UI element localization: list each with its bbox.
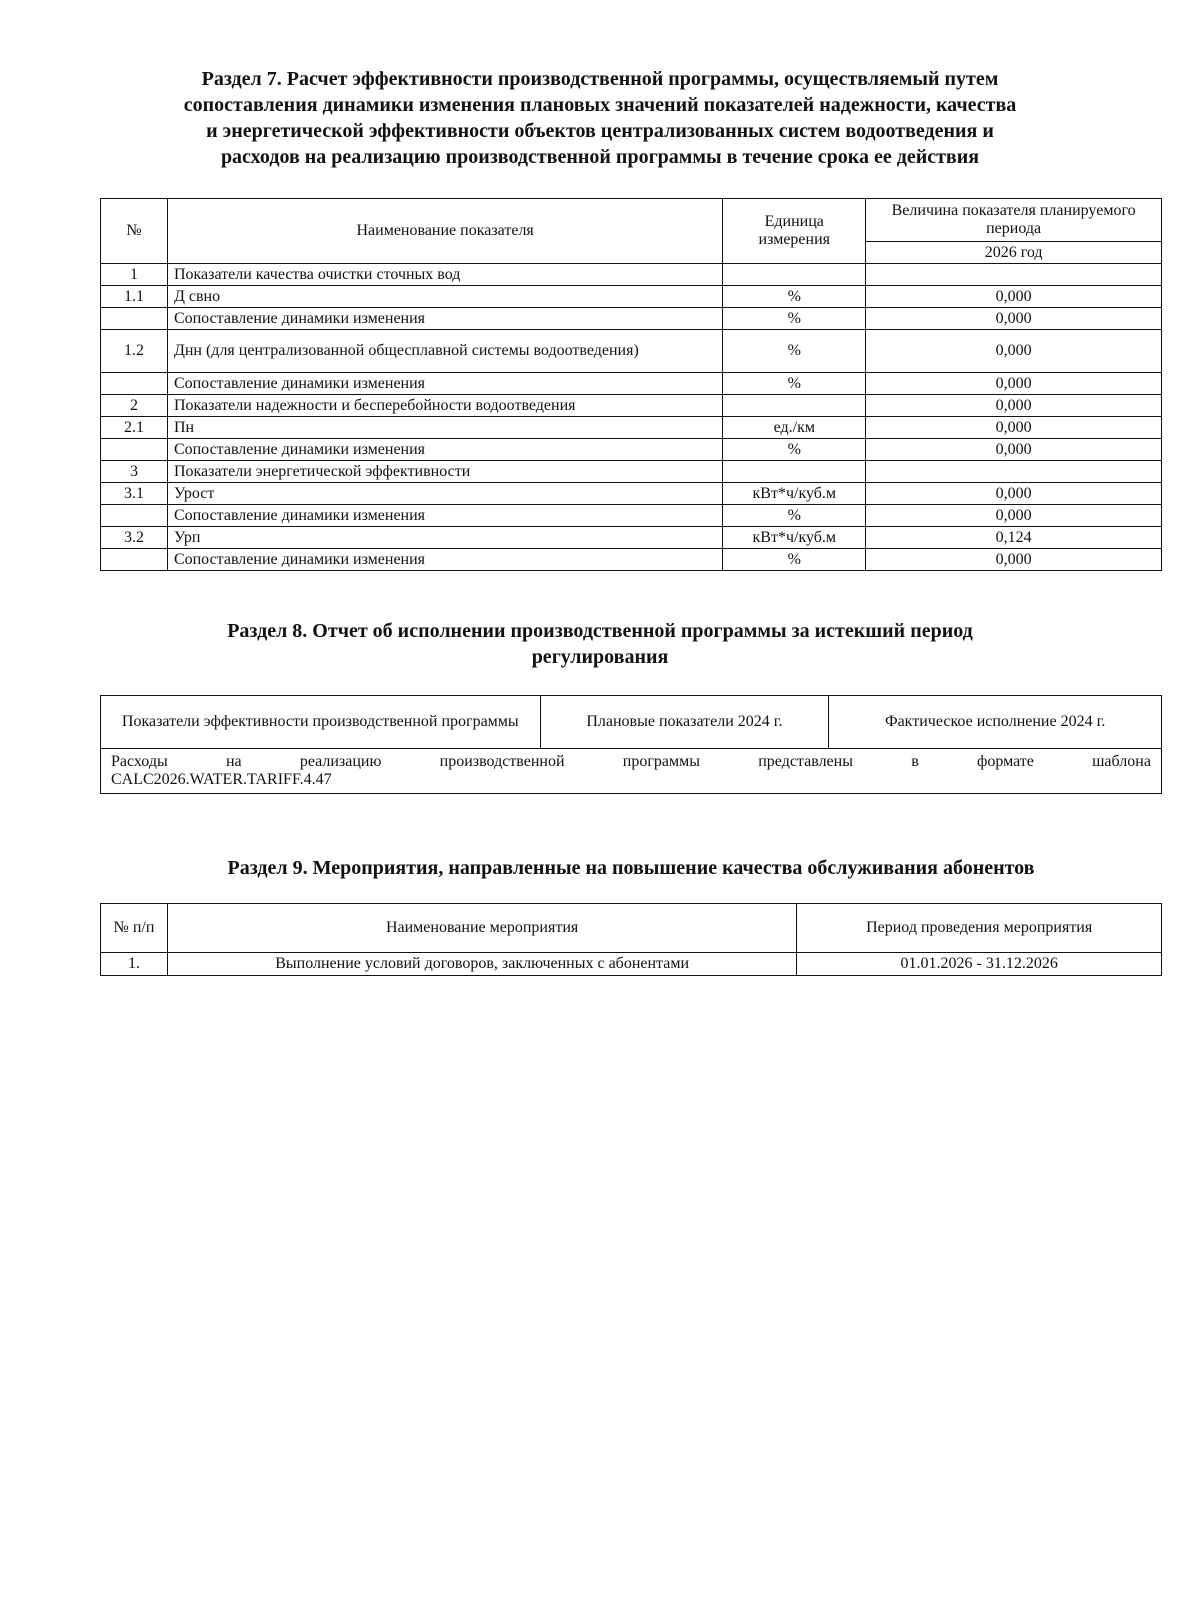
header-actual: Фактическое исполнение 2024 г. [829, 696, 1162, 749]
row-value: 0,000 [866, 549, 1162, 571]
row-num: 3.2 [101, 527, 168, 549]
row-unit: % [723, 439, 866, 461]
header-planned: Плановые показатели 2024 г. [540, 696, 829, 749]
row-name: Сопоставление динамики изменения [167, 505, 722, 527]
row-unit: % [723, 505, 866, 527]
table-row [101, 549, 1162, 571]
section8-title-line: Раздел 8. Отчет об исполнении производственной программы за истекший период [227, 620, 973, 642]
row-num: 2 [101, 395, 168, 417]
section7-title-line: сопоставления динамики изменения плановых значений показателей надежности, качества [183, 94, 1017, 116]
row-num [101, 373, 168, 395]
header-value-group: Величина показателя планируемого периода [866, 199, 1162, 242]
section8-title-line: регулирования [531, 646, 669, 668]
table-row [101, 505, 1162, 527]
row-unit: % [723, 308, 866, 330]
row-period: 01.01.2026 - 31.12.2026 [797, 953, 1162, 976]
template-code: CALC2026.WATER.TARIFF.4.47 [111, 771, 332, 788]
table-row [101, 439, 1162, 461]
note-word: программы [622, 753, 701, 770]
table-row [101, 953, 1162, 976]
note-word: представлены [758, 753, 853, 770]
efficiency-table [100, 198, 1162, 571]
row-value: 0,124 [866, 527, 1162, 549]
note-word: на [225, 753, 242, 770]
row-unit: % [723, 549, 866, 571]
section7-title-line: расходов на реализацию производственной программы в течение срока ее действия [220, 146, 980, 168]
row-num: 3.1 [101, 483, 168, 505]
row-num [101, 505, 168, 527]
table-row [101, 527, 1162, 549]
row-value: 0,000 [866, 308, 1162, 330]
measures-table [100, 903, 1162, 976]
row-unit: % [723, 373, 866, 395]
row-num: 2.1 [101, 417, 168, 439]
row-unit: кВт*ч/куб.м [723, 483, 866, 505]
row-name: Показатели надежности и бесперебойности водоотведения [167, 395, 722, 417]
table-row [101, 308, 1162, 330]
row-num: 1 [101, 264, 168, 286]
row-num [101, 439, 168, 461]
row-value: 0,000 [866, 286, 1162, 308]
row-value: 0,000 [866, 439, 1162, 461]
row-unit: % [723, 330, 866, 373]
row-value: 0,000 [866, 373, 1162, 395]
header-measure-name: Наименование мероприятия [167, 904, 796, 953]
row-name: Показатели качества очистки сточных вод [167, 264, 722, 286]
note-word: формате [976, 753, 1034, 770]
row-name: Показатели энергетической эффективности [167, 461, 722, 483]
header-period: Период проведения мероприятия [797, 904, 1162, 953]
table-row [101, 286, 1162, 308]
row-name: Пн [167, 417, 722, 439]
row-name: Сопоставление динамики изменения [167, 439, 722, 461]
row-name: Д свно [167, 286, 722, 308]
table-row [101, 461, 1162, 483]
report-table [100, 695, 1162, 794]
table-row [101, 373, 1162, 395]
row-value: 0,000 [866, 395, 1162, 417]
section9-title [100, 855, 1162, 881]
header-num: № [101, 199, 168, 264]
row-measure-name: Выполнение условий договоров, заключенных с абонентами [167, 953, 796, 976]
row-unit: % [723, 286, 866, 308]
row-unit [723, 461, 866, 483]
row-value [866, 461, 1162, 483]
table-row [101, 483, 1162, 505]
row-value: 0,000 [866, 417, 1162, 439]
row-unit: ед./км [723, 417, 866, 439]
table-row [101, 330, 1162, 373]
section7-title [100, 66, 1100, 170]
row-num: 1. [101, 953, 168, 976]
row-name: Урост [167, 483, 722, 505]
row-num: 1.2 [101, 330, 168, 373]
section9-title-line: Раздел 9. Мероприятия, направленные на повышение качества обслуживания абонентов [227, 857, 1035, 879]
section7-title-line: Раздел 7. Расчет эффективности производственной программы, осуществляемый путем [201, 68, 999, 90]
row-value: 0,000 [866, 330, 1162, 373]
row-num: 3 [101, 461, 168, 483]
header-year: 2026 год [866, 242, 1162, 264]
expenses-note-line [111, 753, 1151, 771]
row-name: Сопоставление динамики изменения [167, 373, 722, 395]
note-word: реализацию [299, 753, 382, 770]
table-row [101, 417, 1162, 439]
note-word: шаблона [1092, 753, 1151, 770]
row-name: Урп [167, 527, 722, 549]
header-num: № п/п [101, 904, 168, 953]
section7-title-line: и энергетической эффективности объектов централизованных систем водоотведения и [206, 120, 994, 142]
row-unit [723, 264, 866, 286]
row-num: 1.1 [101, 286, 168, 308]
table-row [101, 749, 1162, 794]
row-name: Сопоставление динамики изменения [167, 549, 722, 571]
row-unit [723, 395, 866, 417]
row-value: 0,000 [866, 483, 1162, 505]
table-row [101, 395, 1162, 417]
header-indicator-name: Наименование показателя [167, 199, 722, 264]
row-num [101, 549, 168, 571]
table-row [101, 264, 1162, 286]
row-unit: кВт*ч/куб.м [723, 527, 866, 549]
row-num [101, 308, 168, 330]
row-name: Днн (для централизованной общесплавной системы водоотведения) [167, 330, 722, 373]
row-value [866, 264, 1162, 286]
note-word: в [911, 753, 919, 770]
row-name: Сопоставление динамики изменения [167, 308, 722, 330]
note-word: Расходы [111, 753, 168, 770]
header-unit: Единица измерения [723, 199, 866, 264]
row-value: 0,000 [866, 505, 1162, 527]
section8-title [100, 618, 1100, 670]
note-word: производственной [439, 753, 565, 770]
expenses-note [101, 749, 1162, 794]
header-indicators: Показатели эффективности производственной программы [101, 696, 541, 749]
